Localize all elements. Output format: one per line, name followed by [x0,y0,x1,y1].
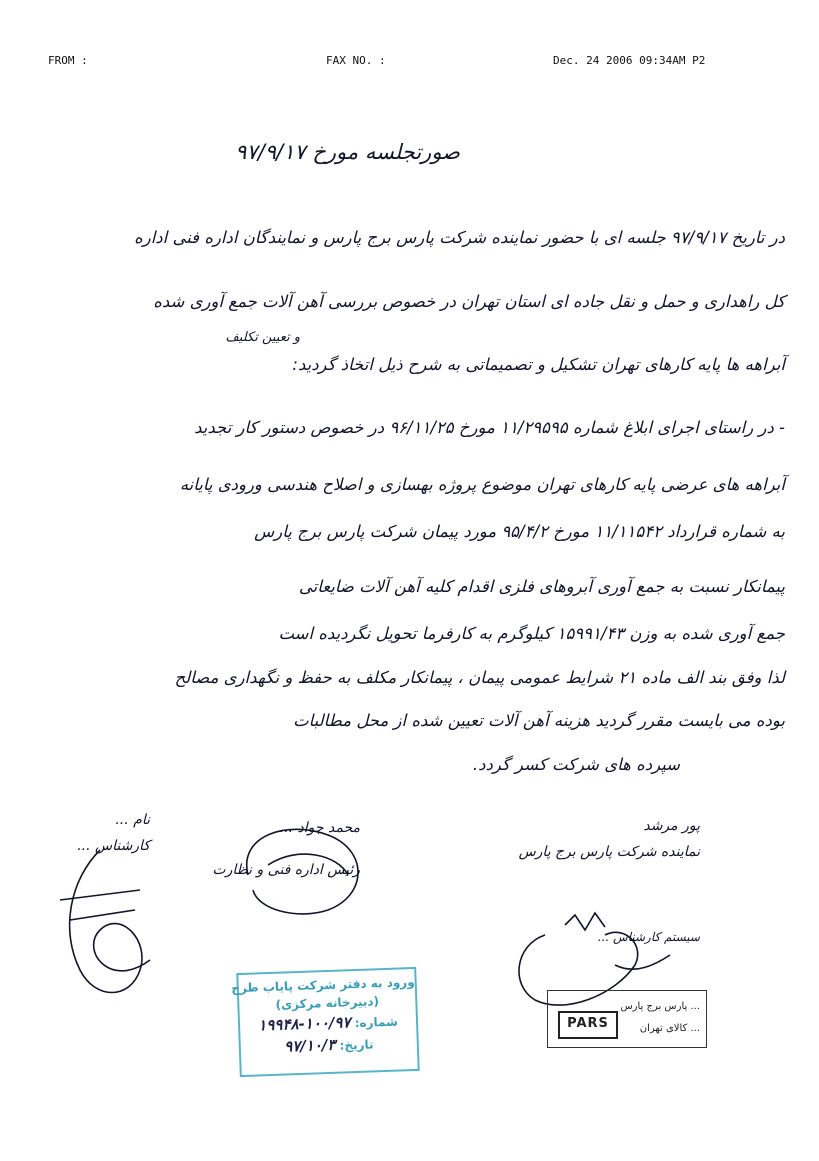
signature-left-name: نام ... [115,812,150,828]
stamp-date-label: تاریخ: [339,1037,374,1053]
stamp-date: ۹۷/۱۰/۳ [283,1035,336,1056]
body-line-3-insert: و تعیین تکلیف [225,330,300,345]
body-line-11: سپرده های شرکت کسر گردد. [472,755,680,774]
body-line-2: کل راهداری و حمل و نقل جاده ای استان تهران در خصوص بررسی آهن آلات جمع آوری شده [153,292,785,311]
body-line-8: جمع آوری شده به وزن ۱۵۹۹۱/۴۳ کیلوگرم به کارفرما تحویل نگردیده است [278,624,785,643]
body-line-6: به شماره قرارداد ۱۱/۱۱۵۴۲ مورخ ۹۵/۴/۲ مورد پیمان شرکت پارس برج پارس [254,522,785,541]
stamp-heading: ورود به دفتر شرکت پایاب طرح [231,974,415,996]
signature-middle-title: رئیس اداره فنی و نظارت [212,862,360,878]
signature-right-sub: سیستم کارشناس ... [597,930,700,944]
fax-header [0,54,819,74]
signature-right-name: پور مرشد [643,818,700,834]
stamp-number-label: شماره: [354,1014,399,1031]
company-stamp-line-2: ... کالای تهران [639,1023,700,1034]
body-line-4: - در راستای اجرای ابلاغ شماره ۱۱/۲۹۵۹۵ مورخ ۹۶/۱۱/۲۵ در خصوص دستور کار تجدید [194,418,785,437]
body-line-1: در تاریخ ۹۷/۹/۱۷ جلسه ای با حضور نماینده شرکت پارس برج پارس و نمایندگان اداره فنی اداره [134,228,785,247]
fax-from: FROM : [48,54,88,67]
incoming-mail-stamp [231,967,420,1077]
company-stamp-line-1: ... پارس برج پارس [620,1001,700,1012]
body-line-9: لذا وفق بند الف ماده ۲۱ شرایط عمومی پیمان ، پیمانکار مکلف به حفظ و نگهداری مصالح [174,668,785,687]
company-stamp [547,990,707,1048]
stamp-number: ۱۰۰/۹۷-۱۹۹۴۸ [257,1013,351,1035]
body-line-5: آبراهه های عرضی پایه کارهای تهران موضوع پروژه بهسازی و اصلاح هندسی ورودی پایانه [179,475,785,494]
signature-scribble-left [40,840,170,1010]
fax-date-time: Dec. 24 2006 09:34AM P2 [553,54,706,67]
signature-middle-name: محمد جواد ... [279,820,360,836]
signature-right-title: نماینده شرکت پارس برج پارس [518,844,700,860]
signature-scribble-middle [212,815,378,925]
fax-number: FAX NO. : [326,54,386,67]
signature-left-title: کارشناس ... [77,838,150,854]
body-line-10: بوده می بایست مقرر گردید هزینه آهن آلات تعیین شده از محل مطالبات [293,711,785,730]
body-line-7: پیمانکار نسبت به جمع آوری آبروهای فلزی اقدام کلیه آهن آلات ضایعاتی [298,577,785,596]
document-title: صورتجلسه مورخ ۹۷/۹/۱۷ [235,140,460,164]
body-line-3: آبراهه ها پایه کارهای تهران تشکیل و تصمیماتی به شرح ذیل اتخاذ گردید: [292,355,785,374]
company-logo: PARS [558,1011,618,1039]
stamp-subheading: (دبیرخانه مرکزی) [275,994,380,1012]
